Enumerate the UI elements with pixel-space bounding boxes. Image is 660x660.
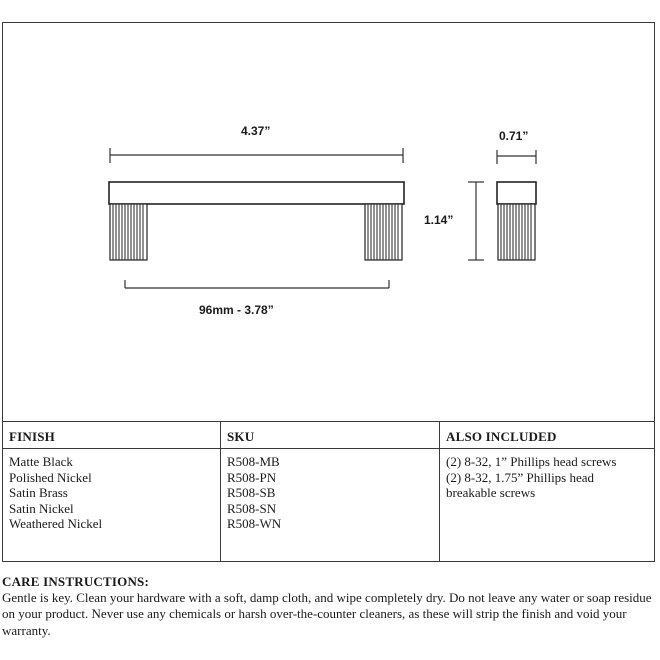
list-item: R508-PN — [227, 469, 277, 485]
list-item: R508-SN — [227, 500, 277, 516]
spec-table — [3, 421, 654, 562]
technical-drawing — [3, 23, 656, 421]
side-post — [498, 204, 535, 260]
list-item: (2) 8-32, 1” Phillips head screws — [446, 454, 617, 469]
care-text: Gentle is key. Clean your hardware with a soft, damp cloth, and wipe completely dry. Do not leave any water or soap residue on your product. Never use any chemicals or harsh over-the-counter cleaners, as these will strip the finish and void your warranty. — [2, 590, 652, 638]
pull-diagram-svg — [3, 23, 656, 421]
list-item: (2) 8-32, 1.75” Phillips head — [446, 469, 595, 485]
finish-column — [3, 422, 220, 562]
finish-list — [3, 449, 220, 532]
also-included-list — [440, 449, 655, 501]
spec-sheet-frame — [2, 22, 655, 562]
sku-header: SKU — [221, 422, 440, 449]
hole-spacing-label: 96mm - 3.78” — [199, 303, 274, 317]
sku-list — [221, 449, 440, 532]
side-bar — [497, 182, 536, 204]
pull-bar — [109, 182, 404, 204]
list-item: Matte Black — [9, 454, 73, 469]
depth-dimension-line — [497, 150, 536, 164]
also-included-column — [439, 422, 655, 562]
list-item: Polished Nickel — [9, 469, 92, 485]
length-label: 4.37” — [241, 124, 271, 138]
height-dimension-line — [468, 182, 484, 260]
sku-column — [220, 422, 440, 562]
list-item: Satin Brass — [9, 485, 68, 501]
list-item: Satin Nickel — [9, 500, 74, 516]
also-included-header: ALSO INCLUDED — [440, 422, 655, 449]
list-item: R508-SB — [227, 485, 276, 501]
finish-header: FINISH — [3, 422, 220, 449]
right-post — [365, 204, 402, 260]
left-post — [110, 204, 147, 260]
length-dimension-line — [110, 148, 403, 163]
list-item: breakable screws — [446, 485, 536, 501]
care-instructions — [2, 574, 658, 639]
list-item: R508-MB — [227, 454, 280, 469]
depth-label: 0.71” — [499, 129, 529, 143]
list-item: Weathered Nickel — [9, 516, 103, 532]
hole-spacing-dimension-line — [125, 280, 389, 288]
height-label: 1.14” — [424, 213, 456, 227]
care-title: CARE INSTRUCTIONS: — [2, 574, 149, 589]
list-item: R508-WN — [227, 516, 282, 532]
